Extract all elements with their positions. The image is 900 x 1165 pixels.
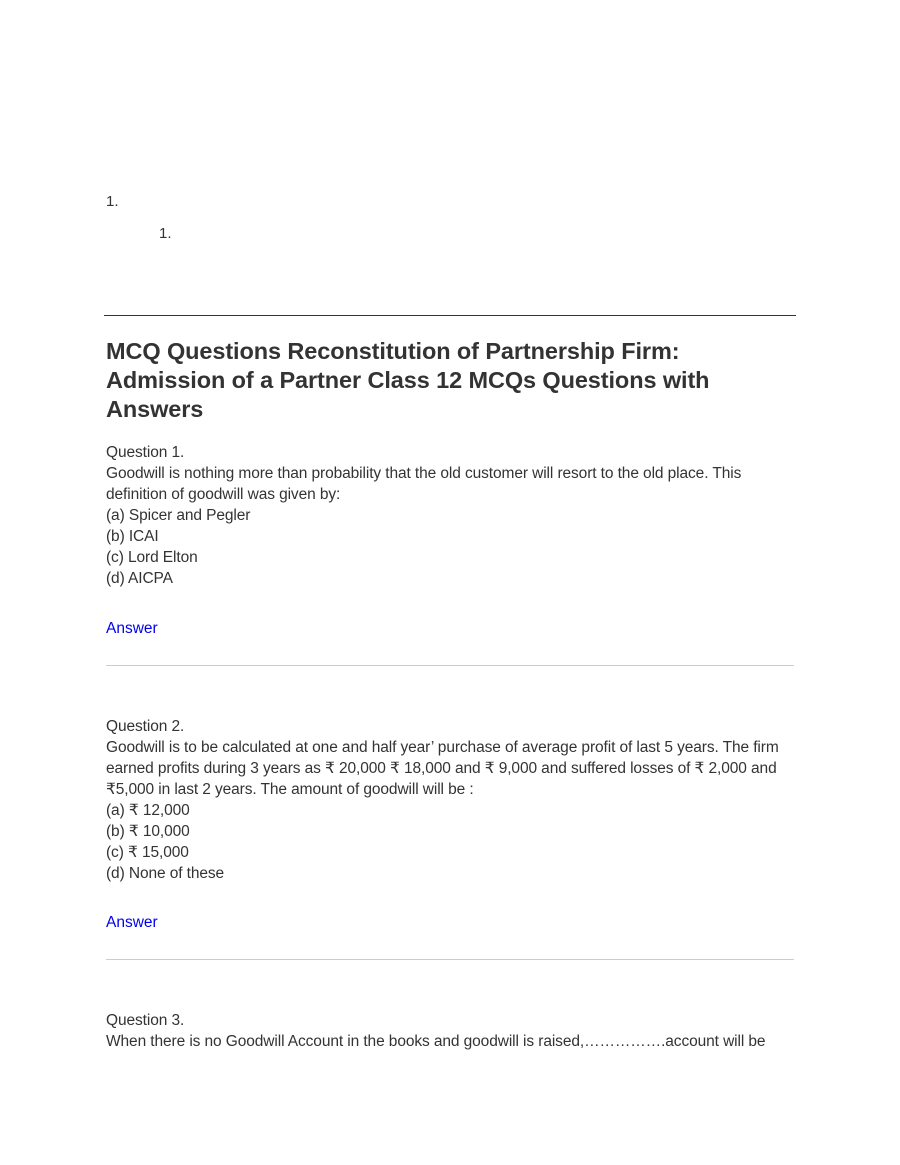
answer-toggle-link-1[interactable]: Answer <box>106 620 158 637</box>
page-title: MCQ Questions Reconstitution of Partnership Firm: Admission of a Partner Class 12 MCQs Questions with Answers <box>106 338 710 422</box>
option-a: (a) ₹ 12,000 <box>106 802 190 819</box>
top-divider <box>104 315 796 316</box>
option-d: (d) None of these <box>106 865 225 882</box>
question-divider <box>106 959 794 960</box>
question-label: Question 3. <box>106 1012 185 1029</box>
question-text: When there is no Goodwill Account in the books and goodwill is raised,…………….account will be <box>106 1033 766 1050</box>
question-block-3 <box>106 1010 796 1052</box>
question-label: Question 1. <box>106 444 185 461</box>
option-c: (c) ₹ 15,000 <box>106 844 189 861</box>
list-marker-outer: 1. <box>106 193 119 210</box>
question-text: Goodwill is to be calculated at one and half year’ purchase of average profit of last 5 years. The firm earned profits during 3 years as ₹ 20,000 ₹ 18,000 and ₹ 9,000 and suffered losses of ₹ 2,000 and ₹5,000 in last 2 years. The amount of goodwill will be : <box>106 739 779 798</box>
question-label: Question 2. <box>106 718 185 735</box>
option-b: (b) ICAI <box>106 528 159 545</box>
option-c: (c) Lord Elton <box>106 549 198 566</box>
answer-toggle-link-2[interactable]: Answer <box>106 914 158 931</box>
option-a: (a) Spicer and Pegler <box>106 507 251 524</box>
question-divider <box>106 665 794 666</box>
question-text: Goodwill is nothing more than probability that the old customer will resort to the old place. This definition of goodwill was given by: <box>106 465 742 503</box>
option-d: (d) AICPA <box>106 570 173 587</box>
list-marker-inner: 1. <box>159 225 172 242</box>
question-block-1 <box>106 442 796 589</box>
question-block-2 <box>106 716 796 884</box>
option-b: (b) ₹ 10,000 <box>106 823 190 840</box>
